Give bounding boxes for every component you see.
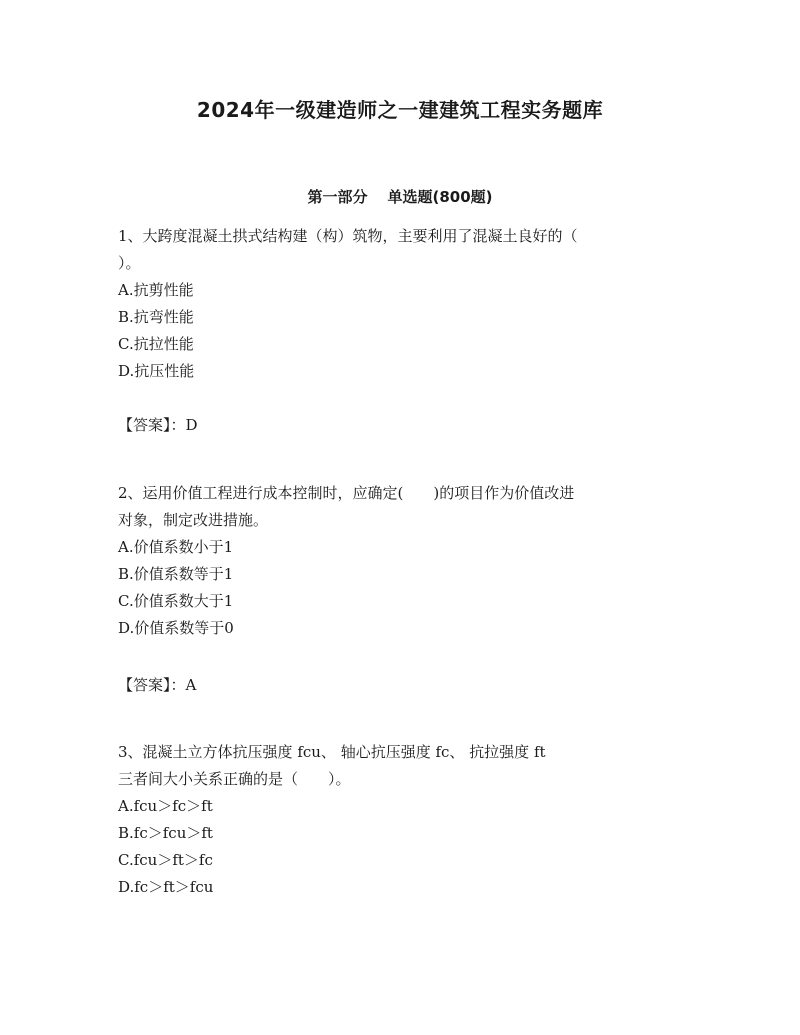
question-stem-line: 三者间大小关系正确的是（ ）。 [118, 770, 351, 788]
question-stem-line: 2、运用价值工程进行成本控制时，应确定( )的项目作为价值改进 [118, 484, 575, 502]
option-b: B.fc＞fcu＞ft [118, 824, 213, 842]
document-title: 2024年一级建造师之一建建筑工程实务题库 [196, 98, 604, 122]
question-stem-line: ）。 [118, 254, 141, 272]
option-b: B.价值系数等于1 [118, 565, 234, 583]
option-d: D.fc＞ft＞fcu [118, 878, 214, 896]
option-a: A.fcu＞fc＞ft [118, 797, 213, 815]
question-2 [118, 480, 688, 642]
option-a: A.抗剪性能 [118, 281, 194, 299]
section-part: 第一部分 [307, 188, 368, 206]
question-3 [118, 739, 688, 901]
answer-2: 【答案】：A [118, 676, 197, 694]
option-b: B.抗弯性能 [118, 308, 194, 326]
answer-1: 【答案】：D [118, 416, 198, 434]
option-d: D.抗压性能 [118, 362, 195, 380]
section-name: 单选题(800题) [387, 188, 493, 206]
question-1 [118, 223, 688, 385]
option-c: C.价值系数大于1 [118, 592, 234, 610]
section-heading [0, 186, 800, 207]
option-c: C.fcu＞ft＞fc [118, 851, 213, 869]
option-a: A.价值系数小于1 [118, 538, 234, 556]
option-c: C.抗拉性能 [118, 335, 194, 353]
option-d: D.价值系数等于0 [118, 619, 234, 637]
question-stem-line: 3、混凝土立方体抗压强度 fcu、 轴心抗压强度 fc、 抗拉强度 ft [118, 743, 546, 761]
question-stem-line: 对象，制定改进措施。 [118, 511, 269, 529]
question-stem-line: 1、大跨度混凝土拱式结构建（构）筑物，主要利用了混凝土良好的（ [118, 227, 578, 245]
